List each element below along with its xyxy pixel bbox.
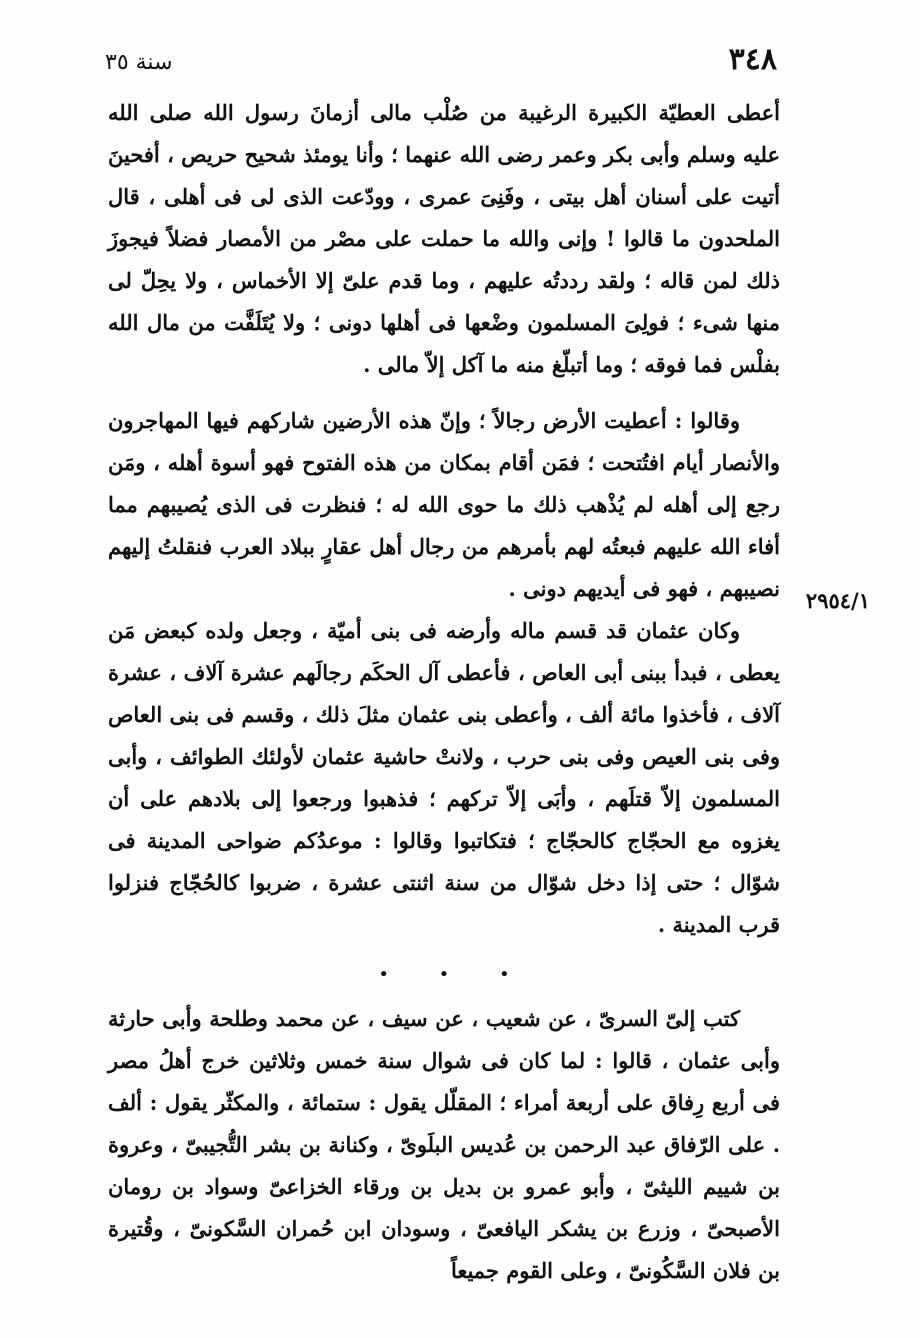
marginal-reference: ٢٩٥٤/١ — [805, 588, 870, 613]
running-header — [105, 42, 777, 82]
header-year: سنة ٣٥ — [105, 50, 173, 75]
section-separator: • • • — [378, 964, 532, 985]
body-text — [108, 92, 780, 1292]
paragraph-1: أعطى العطيّة الكبيرة الرغيبة من صُلْب مالى أزمانَ رسول الله صلى الله عليه وسلم وأبى بكر وعمر رضى الله عنهما ؛ وأنا يومئذ شحيح حريص ، أفحينَ أتيت على أسنان أهل بيتى ، وفَنِىَ عمرى ، وودّعت الذى لى فى أهلى ، قال الملحدون ما قالوا ! وإنى والله ما حملت على مصْر من الأمصار فضلاً فيجوزَ ذلك لمن قاله ؛ ولقد رددتُه عليهم ، وما قدم علىّ إلا الأخماس ، ولا يحِلّ لى منها شىء ؛ فولِىَ المسلمون وضْعها فى أهلها دونى ؛ ولا يُتَلَفَّت من مال الله بفلْس فما فوقه ؛ وما أتبلّغ منه ما آكل إلاّ مالى . — [108, 100, 780, 377]
paragraph-4: كتب إلىّ السرىّ ، عن شعيب ، عن سيف ، عن محمد وطلحة وأبى حارثة وأبى عثمان ، قالوا : لما كان فى شوال سنة خمس وثلاثين خرج أهلُ مصر فى أربع رِفاق على أربعة أمراء ؛ المقلّل يقول : ستمائة ، والمكثّر يقول : ألف . على الرّفاق عبد الرحمن بن عُديس البلَوىّ ، وكنانة بن بشر التُّجيبىّ ، وعروة بن شييم الليثىّ ، وأبو عمرو بن بديل بن ورقاء الخزاعىّ وسواد بن رومان الأصبحىّ ، وزرع بن يشكر اليافعىّ ، وسودان ابن حُمران السَّكونىّ ، وقُتيرة بن فلان السَّكُونىّ ، وعلى القوم جميعاً — [108, 1006, 780, 1283]
paragraph-2: وقالوا : أعطيت الأرض رجالاً ؛ وإنّ هذه الأرضين شاركهم فيها المهاجرون والأنصار أيام افتُتحت ؛ فمَن أقام بمكان من هذه الفتوح فهو أسوة أهله ، ومَن رجع إلى أهله لم يُذْهب ذلك ما حوى الله له ؛ فنظرت فى الذى يُصيبهم مما أفاء الله عليهم فبعتُه لهم بأمرهم من رجال أهل عقارٍ ببلاد العرب فنقلتُ إليهم نصيبهم ، فهو فى أيديهم دونى . — [108, 408, 780, 601]
page-number: ٣٤٨ — [728, 42, 777, 77]
paragraph-3: وكان عثمان قد قسم ماله وأرضه فى بنى أميّة ، وجعل ولده كبعض مَن يعطى ، فبدأ ببنى أبى العاص ، فأعطى آل الحكَم رجالَهم عشرة آلاف ، عشرة آلاف ، فأخذوا مائة ألف ، وأعطى بنى عثمان مثلَ ذلك ، وقسم فى بنى العاص وفى بنى العيص وفى بنى حرب ، ولانتْ حاشية عثمان لأولئك الطوائف ، وأبى المسلمون إلاّ قتلَهم ، وأبَى إلاّ تركهم ؛ فذهبوا ورجعوا إلى بلادهم على أن يغزوه مع الحجّاج كالحجّاج ؛ فتكاتبوا وقالوا : موعدُكم ضواحى المدينة فى شوّال ؛ حتى إذا دخل شوّال من سنة اثنتى عشرة ، ضربوا كالحُجّاج فنزلوا قرب المدينة . — [108, 618, 780, 937]
